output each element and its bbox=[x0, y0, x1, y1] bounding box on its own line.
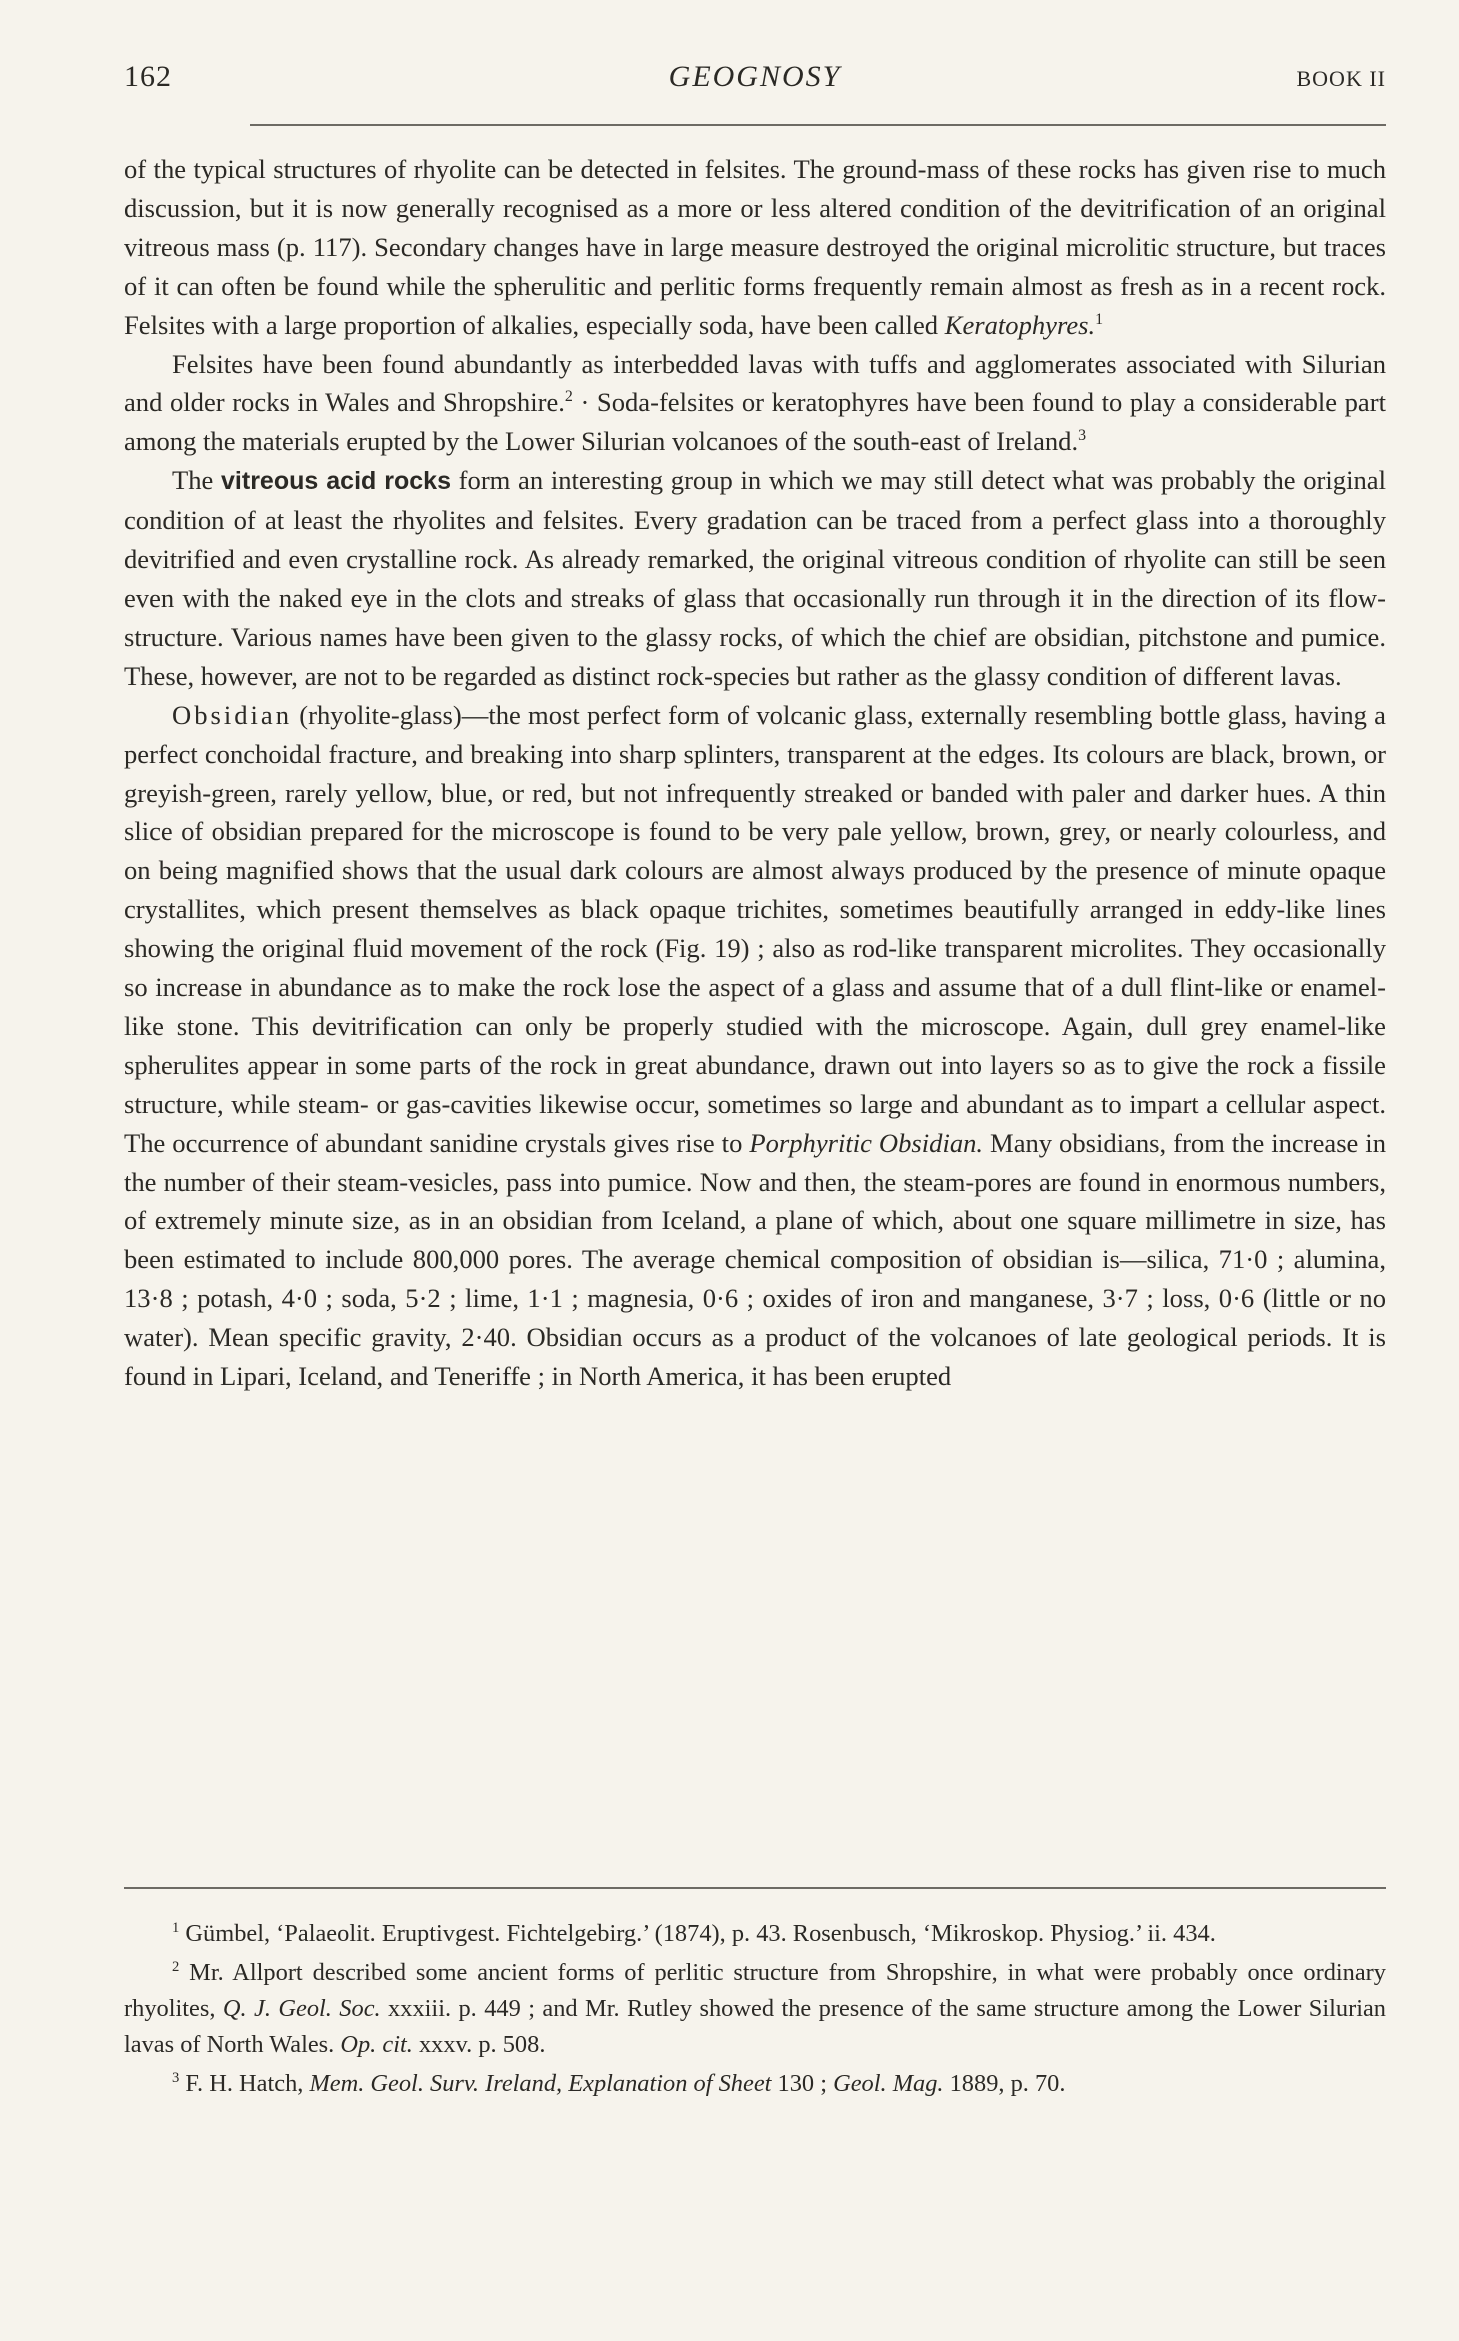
citation-geol-mag: Geol. Mag. bbox=[833, 2069, 944, 2097]
paragraph-4-text-a: (rhyolite-glass)—the most perfect form of volcanic glass, externally resembling bottle glass, having a perfect conchoidal fracture, and breaking into sharp splinters, transparent at the edges. Its colours are black, brown, or greyish-green, rarely yellow, blue, or red, but not infrequently streaked or banded with paler and darker hues. A thin slice of obsidian prepared for the microscope is found to be very pale yellow, brown, grey, or nearly colourless, and on being magnified shows that the usual dark colours are almost always produced by the presence of minute opaque crystallites, which present themselves as black opaque trichites, sometimes beautifully arranged in eddy-like lines showing the original fluid movement of the rock (Fig. 19) ; also as rod-like transparent microlites. They occasionally so increase in abundance as to make the rock lose the aspect of a glass and assume that of a dull flint-like or enamel-like stone. This devitrification can only be properly studied with the microscope. Again, dull grey enamel-like spherulites appear in some parts of the rock in great abundance, drawn out into layers so as to give the rock a fissile structure, while steam- or gas-cavities likewise occur, sometimes so large and abundant as to impart a cellular aspect. The occurrence of abundant sanidine crystals gives rise to bbox=[124, 699, 1386, 1158]
paragraph-2-text-a: Felsites have been found abundantly as interbedded lavas with tuffs and agglomerates associated with Silurian and older rocks in Wales and Shropshire. bbox=[124, 348, 1386, 418]
term-keratophyres: Keratophyres. bbox=[944, 309, 1096, 340]
running-header bbox=[124, 56, 1386, 106]
paragraph-4 bbox=[124, 696, 1386, 1396]
citation-op-cit: Op. cit. bbox=[340, 2030, 413, 2058]
paragraph-1-text: of the typical structures of rhyolite can be detected in felsites. The ground-mass of these rocks has given rise to much discussion, but it is now generally recognised as a more or less altered condition of the devitrification of an original vitreous mass (p. 117). Secondary changes have in large measure destroyed the original microlitic structure, but traces of it can often be found while the spherulitic and perlitic forms frequently remain almost as fresh as in a recent rock. Felsites with a large proportion of alkalies, especially soda, have been called bbox=[124, 154, 1386, 340]
footnote-1 bbox=[124, 1916, 1386, 1952]
footnote-2-text-c: xxxv. p. 508. bbox=[412, 2030, 546, 2058]
citation-mem-geol-surv: Mem. Geol. Surv. Ireland, Explanation of Sheet bbox=[309, 2069, 772, 2097]
footnote-3-text-b: 130 ; bbox=[771, 2069, 834, 2097]
paragraph-2-text-b: · Soda-felsites or keratophyres have been found to play a considerable part among the materials erupted by the Lower Silurian volcanoes of the south-east of Ireland. bbox=[124, 387, 1386, 457]
paragraph-3 bbox=[124, 461, 1386, 695]
heading-vitreous-acid-rocks: vitreous acid rocks bbox=[221, 467, 451, 496]
paragraph-3-text: form an interesting group in which we may still detect what was probably the original condition of at least the rhyolites and felsites. Every gradation can be traced from a perfect glass into a thoroughly devitrified and even crystalline rock. As already remarked, the original vitreous condition of rhyolite can still be seen even with the naked eye in the clots and streaks of glass that occasionally run through it in the direction of its flow-structure. Various names have been given to the glassy rocks, of which the chief are obsidian, pitchstone and pumice. These, however, are not to be regarded as distinct rock-species but rather as the glassy condition of different lavas. bbox=[124, 465, 1386, 691]
footnotes bbox=[124, 1916, 1386, 2105]
paragraph-4-text-b: Many obsidians, from the increase in the number of their steam-vesicles, pass into pumice. Now and then, the steam-pores are found in enormous numbers, of extremely minute size, as in an obsidian from Iceland, a plane of which, about one square millimetre in size, has been estimated to include 800,000 pores. The average chemical composition of obsidian is—silica, 71·0 ; alumina, 13·8 ; potash, 4·0 ; soda, 5·2 ; lime, 1·1 ; magnesia, 0·6 ; oxides of iron and manganese, 3·7 ; loss, 0·6 (little or no water). Mean specific gravity, 2·40. Obsidian occurs as a product of the volcanoes of late geological periods. It is found in Lipari, Iceland, and Teneriffe ; in North America, it has been erupted bbox=[124, 1127, 1386, 1392]
citation-qjgs: Q. J. Geol. Soc. bbox=[222, 1994, 381, 2022]
footnote-3-text-c: 1889, p. 70. bbox=[943, 2069, 1066, 2097]
footnote-2-text-a: Mr. Allport described some ancient forms of perlitic structure from Shropshire, in what were probably once ordinary rhyolites, bbox=[124, 1958, 1386, 2022]
paragraph-2 bbox=[124, 345, 1386, 462]
term-porphyritic-obsidian: Porphyritic Obsidian. bbox=[749, 1127, 984, 1158]
footnote-mark-1: 1 bbox=[172, 1919, 180, 1936]
body-text bbox=[124, 150, 1386, 1396]
footnote-3 bbox=[124, 2066, 1386, 2102]
running-title: GEOGNOSY bbox=[668, 60, 842, 93]
footnote-ref-2[interactable]: 2 bbox=[564, 388, 573, 406]
footnote-ref-3[interactable]: 3 bbox=[1078, 427, 1087, 445]
footnote-2-text-b: xxxiii. p. 449 ; and Mr. Rutley showed the presence of the same structure among the Lower Silurian lavas of North Wales. bbox=[124, 1994, 1386, 2058]
page-number: 162 bbox=[124, 60, 172, 93]
term-obsidian: Obsidian bbox=[172, 699, 293, 730]
footnote-rule bbox=[124, 1887, 1386, 1889]
footnote-2 bbox=[124, 1955, 1386, 2063]
paragraph-1 bbox=[124, 150, 1386, 345]
book-label: BOOK II bbox=[1296, 66, 1386, 91]
footnote-mark-2: 2 bbox=[172, 1958, 180, 1975]
paragraph-3-lead: The bbox=[172, 465, 222, 496]
header-rule bbox=[250, 124, 1386, 126]
footnote-mark-3: 3 bbox=[172, 2069, 180, 2086]
footnote-1-text: Gümbel, ‘Palaeolit. Eruptivgest. Fichtelgebirg.’ (1874), p. 43. Rosenbusch, ‘Mikroskop. Physiog.’ ii. 434. bbox=[179, 1920, 1216, 1947]
footnote-3-text-a: F. H. Hatch, bbox=[179, 2069, 310, 2097]
footnote-ref-1[interactable]: 1 bbox=[1095, 310, 1104, 328]
